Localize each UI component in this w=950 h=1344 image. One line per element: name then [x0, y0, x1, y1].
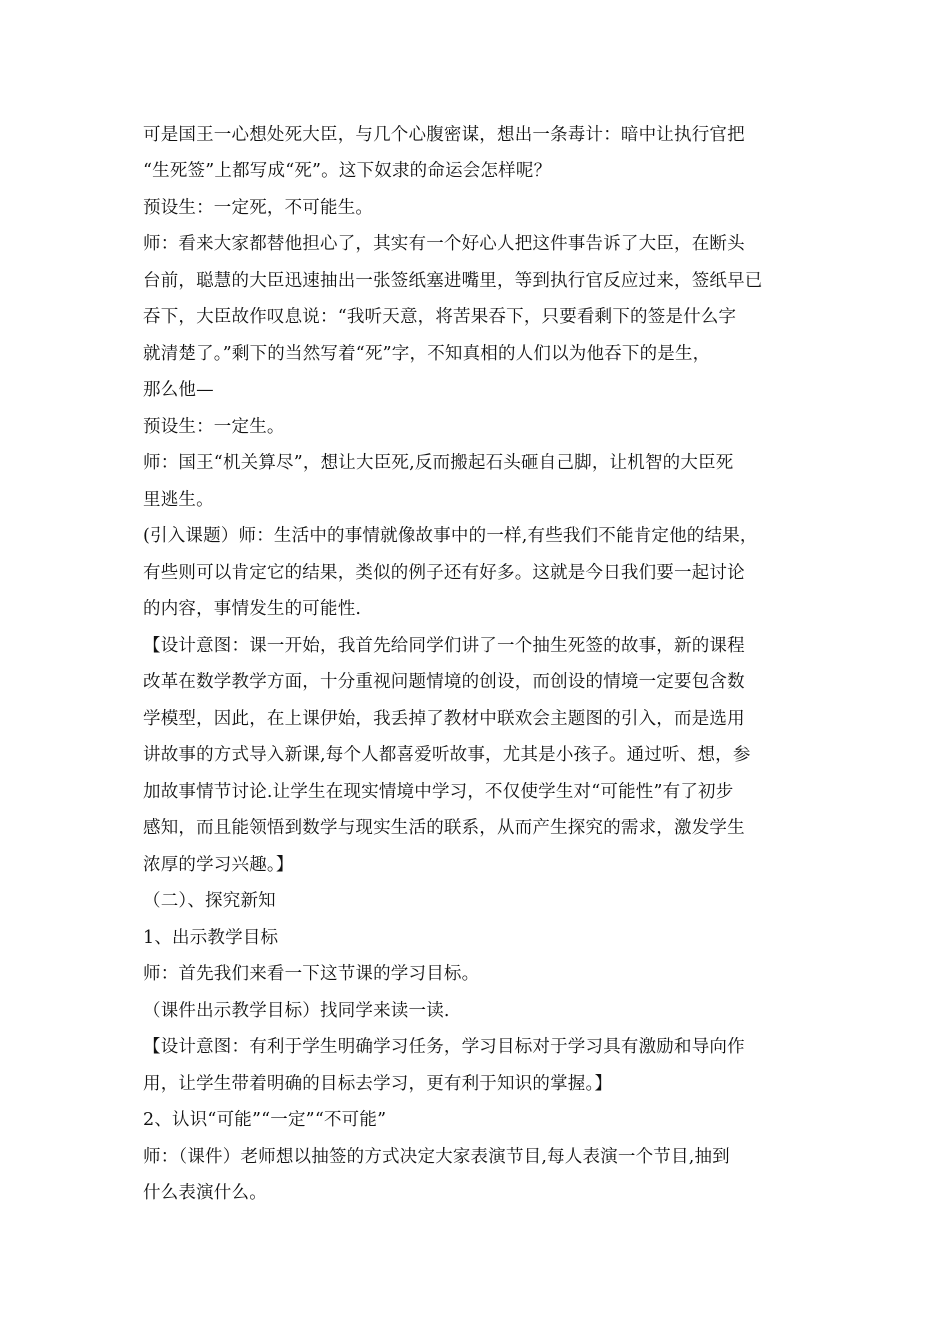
text-line: (引入课题）师：生活中的事情就像故事中的一样,有些我们不能肯定他的结果，: [143, 526, 758, 546]
text-line: 【设计意图：有利于学生明确学习任务，学习目标对于学习具有激励和导向作: [143, 1037, 745, 1057]
section-heading: （二）、探究新知: [143, 891, 276, 911]
text-line: 师：国王“机关算尽”，想让大臣死,反而搬起石头砸自己脚，让机智的大臣死: [143, 453, 734, 473]
text-line: 预设生：一定死，不可能生。: [143, 198, 374, 218]
subsection-heading: 2、认识“可能”“一定”“不可能”: [143, 1110, 387, 1130]
document-body: [143, 116, 833, 1216]
text-line: 加故事情节讨论.让学生在现实情境中学习，不仅使学生对“可能性”有了初步: [143, 782, 734, 802]
text-line: 用，让学生带着明确的目标去学习，更有利于知识的掌握。】: [143, 1074, 613, 1094]
text-line: 可是国王一心想处死大臣，与几个心腹密谋，想出一条毒计：暗中让执行官把: [143, 125, 745, 145]
text-line: “生死签”上都写成“死”。这下奴隶的命运会怎样呢？: [143, 161, 552, 181]
text-line: 那么他—: [143, 380, 214, 400]
text-line: 就清楚了。”剩下的当然写着“死”字，不知真相的人们以为他吞下的是生，: [143, 344, 711, 364]
text-line: 浓厚的学习兴趣。】: [143, 855, 294, 875]
text-line: 有些则可以肯定它的结果，类似的例子还有好多。这就是今日我们要一起讨论: [143, 563, 745, 583]
subsection-heading: 1、出示教学目标: [143, 928, 279, 948]
text-line: （课件出示教学目标）找同学来读一读.: [143, 1001, 450, 1021]
text-line: 吞下，大臣故作叹息说：“我听天意，将苦果吞下，只要看剩下的签是什么字: [143, 307, 737, 327]
text-line: 台前，聪慧的大臣迅速抽出一张签纸塞进嘴里，等到执行官反应过来，签纸早已: [143, 271, 763, 291]
text-line: 师：首先我们来看一下这节课的学习目标。: [143, 964, 480, 984]
text-line: 里逃生。: [143, 490, 214, 510]
text-line: 改革在数学教学方面，十分重视问题情境的创设，而创设的情境一定要包含数: [143, 672, 745, 692]
text-line: 感知，而且能领悟到数学与现实生活的联系，从而产生探究的需求，激发学生: [143, 818, 745, 838]
text-line: 【设计意图：课一开始，我首先给同学们讲了一个抽生死签的故事，新的课程: [143, 636, 745, 656]
text-line: 什么表演什么。: [143, 1183, 267, 1203]
text-line: 师：（课件）老师想以抽签的方式决定大家表演节目,每人表演一个节目,抽到: [143, 1147, 730, 1167]
text-line: 预设生：一定生。: [143, 417, 285, 437]
text-line: 师：看来大家都替他担心了，其实有一个好心人把这件事告诉了大臣，在断头: [143, 234, 745, 254]
text-line: 的内容，事情发生的可能性.: [143, 599, 362, 619]
text-line: 学模型，因此，在上课伊始，我丢掉了教材中联欢会主题图的引入，而是选用: [143, 709, 745, 729]
text-line: 讲故事的方式导入新课,每个人都喜爱听故事，尤其是小孩子。通过听、想，参: [143, 745, 751, 765]
